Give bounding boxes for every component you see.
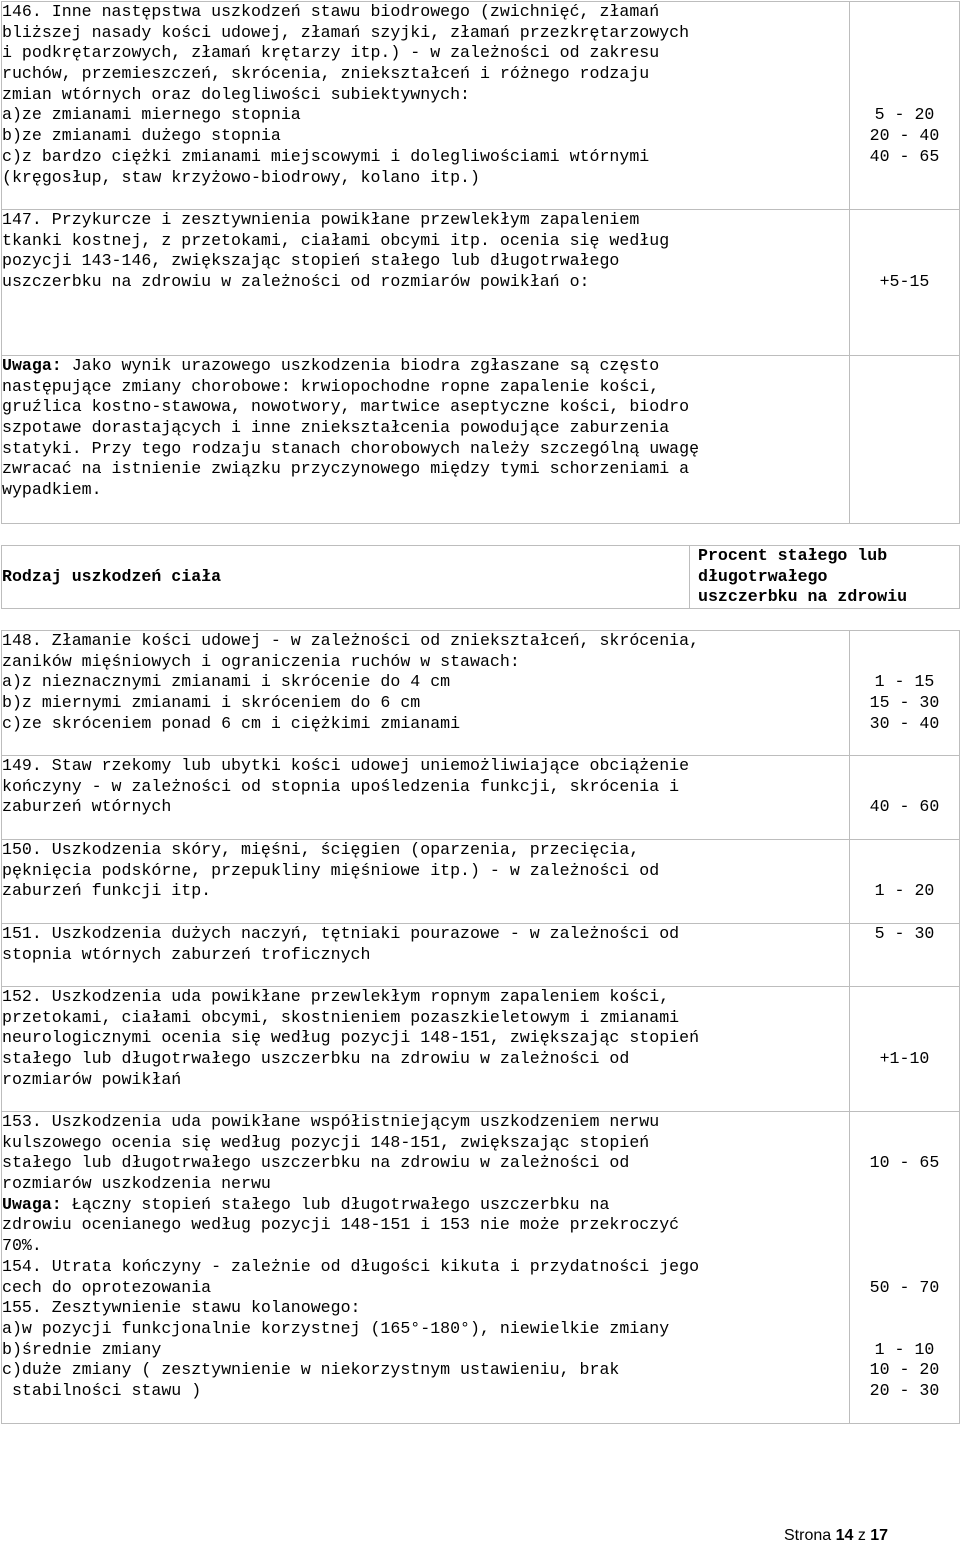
table-header-row	[2, 546, 960, 609]
empty-cell	[850, 356, 960, 524]
text-line	[2, 1195, 849, 1216]
text-line: (kręgosłup, staw krzyżowo-biodrowy, kolano itp.)	[2, 167, 480, 187]
value-line: 20 - 40	[869, 126, 940, 146]
value-line	[850, 1257, 959, 1278]
item-153-155-values	[850, 1112, 960, 1424]
item-148-values	[850, 631, 960, 756]
value-line	[850, 1215, 959, 1236]
value-line	[850, 1319, 959, 1340]
value-line	[850, 1133, 959, 1154]
item-152-values	[850, 987, 960, 1112]
text-line: b)średnie zmiany	[2, 1339, 162, 1359]
item-146-values	[850, 2, 960, 210]
text-line: 148. Złamanie kości udowej - w zależności od zniekształceń, skrócenia,	[2, 631, 700, 650]
value-line	[850, 2, 959, 23]
value-line	[850, 210, 959, 231]
item-148-description	[2, 631, 850, 756]
value-line: 40 - 65	[869, 146, 940, 166]
text-line: c)duże zmiany ( zesztywnienie w niekorzystnym ustawieniu, brak	[2, 1360, 620, 1380]
value-line	[850, 85, 959, 106]
text-line: pozycji 143-146, zwiększając stopień stałego lub długotrwałego	[2, 251, 620, 271]
value-line: 5 - 30	[874, 924, 935, 943]
column-header-percent	[690, 546, 960, 609]
value-line	[850, 631, 959, 652]
value-line	[850, 1298, 959, 1319]
item-146-description	[2, 2, 850, 210]
text-line: c)ze skróceniem ponad 6 cm i ciężkimi zmianami	[2, 713, 461, 733]
value-line: 50 - 70	[869, 1277, 940, 1297]
table-row	[2, 210, 960, 356]
value-line	[850, 1402, 959, 1423]
text-line: 149. Staw rzekomy lub ubytki kości udowej uniemożliwiające obciążenie	[2, 756, 690, 775]
text-line: rozmiarów powikłań	[2, 1069, 182, 1089]
value-line: 20 - 30	[869, 1380, 940, 1400]
item-153-155-description	[2, 1112, 850, 1424]
value-line: +5-15	[879, 272, 930, 292]
item-147-description	[2, 210, 850, 356]
text-line: 70%.	[2, 1236, 42, 1256]
top-table	[1, 1, 960, 524]
text-line: stałego lub długotrwałego uszczerbku na zdrowiu w zależności od	[2, 1153, 630, 1173]
value-line: 10 - 65	[869, 1153, 940, 1173]
header-text: długotrwałego	[698, 566, 828, 586]
bottom-table	[1, 630, 960, 1424]
value-line	[850, 987, 959, 1008]
value-line	[850, 251, 959, 272]
text-line: zdrowiu ocenianego według pozycji 148-151 i 153 nie może przekroczyć	[2, 1215, 680, 1235]
text-line: 146. Inne następstwa uszkodzeń stawu biodrowego (zwichnięć, złamań	[2, 2, 660, 21]
value-line	[850, 1112, 959, 1133]
text-line: a)ze zmianami miernego stopnia	[2, 105, 301, 125]
item-151-description	[2, 924, 850, 987]
text-line: 150. Uszkodzenia skóry, mięśni, ścięgien (oparzenia, przecięcia,	[2, 840, 640, 859]
header-text: uszczerbku na zdrowiu	[698, 587, 908, 607]
header-text: Procent stałego lub	[698, 546, 888, 565]
value-line: +1-10	[879, 1049, 930, 1069]
value-line	[850, 1028, 959, 1049]
table-row	[2, 356, 960, 524]
item-149-description	[2, 756, 850, 840]
table-row	[2, 987, 960, 1112]
value-line: 10 - 20	[869, 1360, 940, 1380]
value-line	[850, 1070, 959, 1091]
text-line: uszczerbku na zdrowiu w zależności od rozmiarów powikłań o:	[2, 272, 590, 292]
value-line: 1 - 20	[874, 881, 935, 901]
text-line: 147. Przykurcze i zesztywnienia powikłane przewlekłym zapaleniem	[2, 210, 640, 229]
value-line	[850, 1008, 959, 1029]
item-152-description	[2, 987, 850, 1112]
value-line	[850, 1174, 959, 1195]
table-row	[2, 756, 960, 840]
text-line: zmian wtórnych oraz dolegliwości subiektywnych:	[2, 84, 471, 104]
header-table	[1, 545, 960, 609]
value-line	[850, 1236, 959, 1257]
item-151-values	[850, 924, 960, 987]
text-line: zaburzeń funkcji itp.	[2, 881, 212, 901]
note-text: Łączny stopień stałego lub długotrwałego uszczerbku na	[61, 1194, 610, 1214]
text-line: neurologicznymi ocenia się według pozycji 148-151, zwiększając stopień	[2, 1028, 700, 1048]
table-row	[2, 1112, 960, 1424]
text-line: ruchów, przemieszczeń, skrócenia, zniekształceń i różnego rodzaju	[2, 64, 650, 84]
table-row	[2, 631, 960, 756]
text-line: b)ze zmianami dużego stopnia	[2, 126, 281, 146]
text-line: przetokami, ciałami obcymi, skostnieniem pozaszkieletowym i zmianami	[2, 1007, 680, 1027]
value-line	[850, 64, 959, 85]
header-text: Rodzaj uszkodzeń ciała	[2, 566, 222, 586]
value-line	[850, 168, 959, 189]
text-line: zaburzeń wtórnych	[2, 797, 172, 817]
value-line	[850, 43, 959, 64]
text-line: szpotawe dorastających i inne zniekształcenia powodujące zaburzenia	[2, 418, 670, 438]
value-line: 30 - 40	[869, 713, 940, 733]
text-line: a)w pozycji funkcjonalnie korzystnej (165°-180°), niewielkie zmiany	[2, 1318, 670, 1338]
footer-separator: z	[853, 1527, 871, 1544]
table-row	[2, 840, 960, 924]
text-line: rozmiarów uszkodzenia nerwu	[2, 1174, 271, 1194]
column-header-injury-type	[2, 546, 690, 609]
item-147-values	[850, 210, 960, 356]
text-line: pęknięcia podskórne, przepukliny mięśniowe itp.) - w zależności od	[2, 860, 660, 880]
note-label: Uwaga:	[2, 1194, 62, 1214]
item-149-values	[850, 756, 960, 840]
text-line: 152. Uszkodzenia uda powikłane przewlekłym ropnym zapaleniem kości,	[2, 987, 670, 1006]
value-line	[850, 231, 959, 252]
text-line: kończyny - w zależności od stopnia upośledzenia funkcji, skrócenia i	[2, 776, 680, 796]
value-line: 1 - 15	[874, 672, 935, 692]
text-line: cech do oprotezowania	[2, 1277, 212, 1297]
text-line: stopnia wtórnych zaburzeń troficznych	[2, 944, 371, 964]
value-line: 1 - 10	[874, 1339, 935, 1359]
text-line: 153. Uszkodzenia uda powikłane współistniejącym uszkodzeniem nerwu	[2, 1112, 660, 1131]
text-line: gruźlica kostno-stawowa, nowotwory, martwice aseptyczne kości, biodro	[2, 397, 690, 417]
value-line: 40 - 60	[869, 797, 940, 817]
text-line: 155. Zesztywnienie stawu kolanowego:	[2, 1298, 361, 1318]
text-line: kulszowego ocenia się według pozycji 148-151, zwiększając stopień	[2, 1132, 650, 1152]
text-line: wypadkiem.	[2, 480, 102, 500]
text-line: 154. Utrata kończyny - zależnie od długości kikuta i przydatności jego	[2, 1256, 700, 1276]
text-line: tkanki kostnej, z przetokami, ciałami obcymi itp. ocenia się według	[2, 230, 670, 250]
table-row	[2, 924, 960, 987]
value-line: 5 - 20	[874, 105, 935, 125]
text-line: zaników mięśniowych i ograniczenia ruchów w stawach:	[2, 651, 520, 671]
item-150-description	[2, 840, 850, 924]
footer-label: Strona	[784, 1527, 836, 1544]
text-line: bliższej nasady kości udowej, złamań szyjki, złamań przezkrętarzowych	[2, 22, 690, 42]
text-line: c)z bardzo ciężki zmianami miejscowymi i dolegliwościami wtórnymi	[2, 146, 650, 166]
value-line: 15 - 30	[869, 693, 940, 713]
text-line: a)z nieznacznymi zmianami i skrócenie do 4 cm	[2, 672, 451, 692]
text-line: stabilności stawu )	[2, 1380, 202, 1400]
hip-note	[2, 356, 850, 524]
text-line: stałego lub długotrwałego uszczerbku na zdrowiu w zależności od	[2, 1049, 630, 1069]
text-line: następujące zmiany chorobowe: krwiopochodne ropne zapalenie kości,	[2, 376, 660, 396]
value-line	[850, 756, 959, 777]
text-line: statyki. Przy tego rodzaju stanach chorobowych należy szczególną uwagę	[2, 438, 700, 458]
value-line	[850, 652, 959, 673]
text-line: 151. Uszkodzenia dużych naczyń, tętniaki pourazowe - w zależności od	[2, 924, 680, 943]
table-row	[2, 2, 960, 210]
text-line: zwracać na istnienie związku przyczynowego między tymi schorzeniami a	[2, 459, 690, 479]
value-line	[850, 840, 959, 861]
note-label: Uwaga:	[2, 356, 62, 375]
value-line	[850, 23, 959, 44]
text-line: i podkrętarzowych, złamań krętarzy itp.) - w zależności od zakresu	[2, 43, 660, 63]
value-line	[850, 861, 959, 882]
item-150-values	[850, 840, 960, 924]
page-number: 14	[835, 1527, 854, 1544]
value-line	[850, 1195, 959, 1216]
value-line	[850, 945, 959, 966]
note-text: Jako wynik urazowego uszkodzenia biodra zgłaszane są często	[61, 356, 660, 375]
value-line	[850, 777, 959, 798]
text-line: b)z miernymi zmianami i skróceniem do 6 cm	[2, 693, 421, 713]
page-total: 17	[870, 1527, 889, 1544]
text-line	[2, 356, 849, 377]
